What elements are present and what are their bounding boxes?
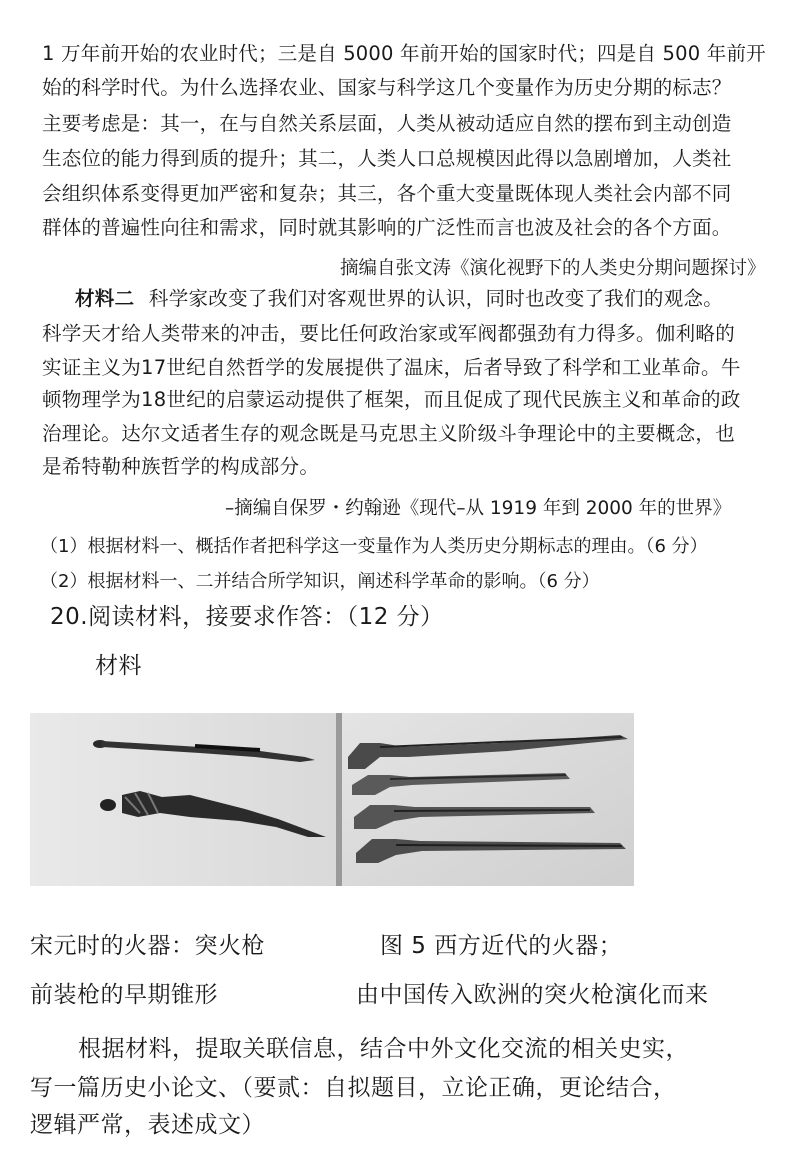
material1-line-3: 主要考虑是：其一，在与自然关系层面，人类从被动适应自然的摆布到主动创造: [42, 112, 732, 135]
task-line-2: 写一篇历史小论文、（要贰：自拟题目，立论正确，更论结合，: [30, 1075, 677, 1101]
material2-first-line: [75, 283, 723, 311]
material2-line-1: 科学家改变了我们对客观世界的认识，同时也改变了我们的观念。: [148, 287, 724, 310]
caption-left-line1: 宋元时的火器：突火枪: [30, 933, 265, 959]
question-1: （1）根据材料一、概括作者把科学这一变量作为人类历史分期标志的理由。（6 分）: [40, 536, 708, 557]
question-2: （2）根据材料一、二并结合所学知识，阐述科学革命的影响。（6 分）: [40, 571, 600, 592]
material2-label: 材料二: [75, 287, 135, 310]
material2-line-4: 顿物理学为18世纪的启蒙运动提供了框架，而且促成了现代民族主义和革命的政: [42, 388, 741, 411]
caption-right-line2: 由中国传入欧洲的突火枪演化而来: [356, 982, 709, 1008]
material1-line-6: 群体的普遍性向往和需求，同时就其影响的广泛性而言也波及社会的各个方面。: [42, 216, 732, 239]
material2-source: –摘编自保罗・约翰逊《现代–从 1919 年到 2000 年的世界》: [225, 498, 732, 519]
q20-heading: 20.阅读材料，接要求作答：（12 分）: [50, 604, 444, 630]
task-line-3: 逻辑严常，表述成文）: [30, 1112, 265, 1138]
caption-left-line2: 前装枪的早期锥形: [30, 982, 218, 1008]
material1-line-1: 1 万年前开始的农业时代；三是自 5000 年前开始的国家时代；四是自 500 年前开: [42, 42, 766, 65]
material1-line-5: 会组织体系变得更加严密和复杂；其三，各个重大变量既体现人类社会内部不同: [42, 182, 732, 205]
q20-material-label: 材料: [95, 653, 142, 679]
material2-line-3: 实证主义为17世纪自然哲学的发展提供了温床，后者导致了科学和工业革命。牛: [42, 356, 741, 379]
material1-line-4: 生态位的能力得到质的提升；其二，人类人口总规模因此得以急剧增加，人类社: [42, 147, 732, 170]
caption-right-line1: 图 5 西方近代的火器；: [380, 933, 623, 959]
firearms-photo: [30, 713, 634, 886]
material1-source: 摘编自张文涛《演化视野下的人类史分期问题探讨》: [340, 258, 766, 279]
material2-line-6: 是希特勒种族哲学的构成部分。: [42, 455, 320, 478]
task-line-1: 根据材料，提取关联信息，结合中外文化交流的相关史实，: [78, 1036, 689, 1062]
material1-line-2: 始的科学时代。为什么选择农业、国家与科学这几个变量作为历史分期的标志？: [42, 76, 732, 99]
material2-line-5: 治理论。达尔文适者生存的观念既是马克思主义阶级斗争理论中的主要概念，也: [42, 422, 736, 445]
material2-line-2: 科学天才给人类带来的冲击，要比任何政治家或军阀都强劲有力得多。伽利略的: [42, 322, 736, 345]
